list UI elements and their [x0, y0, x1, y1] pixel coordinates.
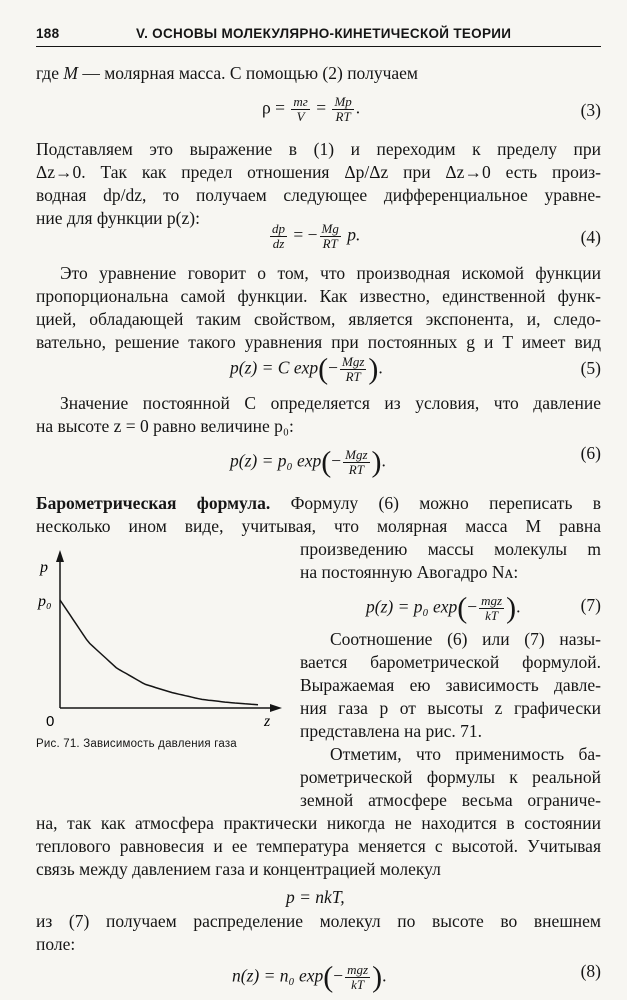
- paragraph-line: цией, обладающей таким свойством, является экспонента, и, следо-: [36, 309, 601, 329]
- x-axis-label: z: [264, 713, 271, 728]
- pressure-curve: [60, 600, 258, 705]
- equation-number: (4): [580, 227, 601, 247]
- paragraph-line: ния газа p от высоты z графически: [300, 698, 601, 718]
- section-heading: Барометрическая формула.: [36, 493, 271, 513]
- paragraph-line: Отметим, что применимость ба-: [330, 744, 601, 764]
- paragraph-line: вается барометрической формулой.: [300, 652, 601, 672]
- paragraph-line: несколько ином виде, учитывая, что молярная масса M равна: [36, 516, 601, 536]
- paragraph-line: водная dp/dz, то получаем следующее дифференциальное уравне-: [36, 185, 601, 205]
- paragraph-line: представлена на рис. 71.: [300, 721, 483, 741]
- paragraph-line: Значение постоянной C определяется из условия, что давление: [60, 393, 601, 413]
- paragraph-line: Δz→0. Так как предел отношения Δp/Δz при Δz→0 есть произ-: [36, 162, 601, 182]
- paragraph-line: Подставляем это выражение в (1) и переходим к пределу при: [36, 139, 601, 159]
- equation-pnkT: p = nkT,: [286, 887, 345, 907]
- paragraph-line: рометрической формулы к реальной: [300, 767, 601, 787]
- paragraph-line: земной атмосфере весьма ограниче-: [300, 790, 601, 810]
- equation-number: (8): [580, 961, 601, 981]
- figure-caption: Рис. 71. Зависимость давления газа: [36, 738, 237, 750]
- paragraph-line: Соотношение (6) или (7) назы-: [330, 629, 601, 649]
- equation-number: (6): [580, 443, 601, 463]
- paragraph-line: где M — молярная масса. С помощью (2) получаем: [36, 63, 418, 83]
- p0-label: p₀: [38, 593, 52, 610]
- paragraph-line: Это уравнение говорит о том, что производная искомой функции: [60, 263, 601, 283]
- equation-5: p(z) = C exp(− $\frac{\text{Mgz}}{RT}$ ).: [230, 352, 383, 386]
- paragraph-line: вательно, решение такого уравнения при постоянных g и T имеет вид: [36, 332, 601, 352]
- paragraph-line: пропорциональна самой функции. Как известно, единственной функ-: [36, 286, 601, 306]
- paragraph-line: Выражаемая ею зависимость давле-: [300, 675, 601, 695]
- equation-4: $\frac{dp}{dz}$ = − $\frac{Mg}{RT}$ p.: [272, 221, 361, 251]
- paragraph-line: на, так как атмосфера практически никогда не находится в состоянии: [36, 813, 601, 833]
- paragraph-line: связь между давлением газа и концентрацией молекул: [36, 859, 441, 879]
- paragraph-line: поле:: [36, 934, 76, 954]
- equation-6: p(z) = p₀ exp(− $\frac{\text{Mgz}}{RT}$ ).: [230, 445, 386, 479]
- running-header: [36, 22, 601, 46]
- equation-7: p(z) = p₀ exp(− $\frac{\text{mgz}}{kT}$ ).: [366, 591, 521, 625]
- equation-8: n(z) = n₀ exp(− $\frac{\text{mgz}}{kT}$ ).: [232, 960, 387, 994]
- equation-3: ρ = $\frac{mг}{V}$ = $\frac{Mp}{RT}$ .: [262, 94, 361, 124]
- paragraph-line: на высоте z = 0 равно величине p₀:: [36, 416, 294, 436]
- page-number: 188: [36, 26, 60, 41]
- header-rule: [36, 46, 601, 47]
- paragraph-line: Барометрическая формула. Формулу (6) можно переписать в: [36, 493, 601, 513]
- y-axis-arrow-icon: [56, 550, 64, 562]
- chapter-title: V. ОСНОВЫ МОЛЕКУЛЯРНО-КИНЕТИЧЕСКОЙ ТЕОРИИ: [136, 26, 512, 41]
- paragraph-line: ние для функции p(z):: [36, 208, 200, 228]
- equation-number: (3): [580, 100, 601, 120]
- origin-label: 0: [46, 713, 55, 728]
- equation-number: (5): [580, 358, 601, 378]
- y-axis-label: p: [40, 559, 48, 576]
- figure-71-pressure-vs-height: [36, 548, 286, 728]
- equation-number: (7): [580, 595, 601, 615]
- paragraph-line: произведению массы молекулы m: [300, 539, 601, 559]
- paragraph-line: из (7) получаем распределение молекул по высоте во внешнем: [36, 911, 601, 931]
- x-axis-arrow-icon: [270, 704, 282, 712]
- paragraph-line: на постоянную Авогадро Nᴀ:: [300, 562, 519, 582]
- paragraph-line: теплового равновесия и ее температура меняется с высотой. Учитывая: [36, 836, 601, 856]
